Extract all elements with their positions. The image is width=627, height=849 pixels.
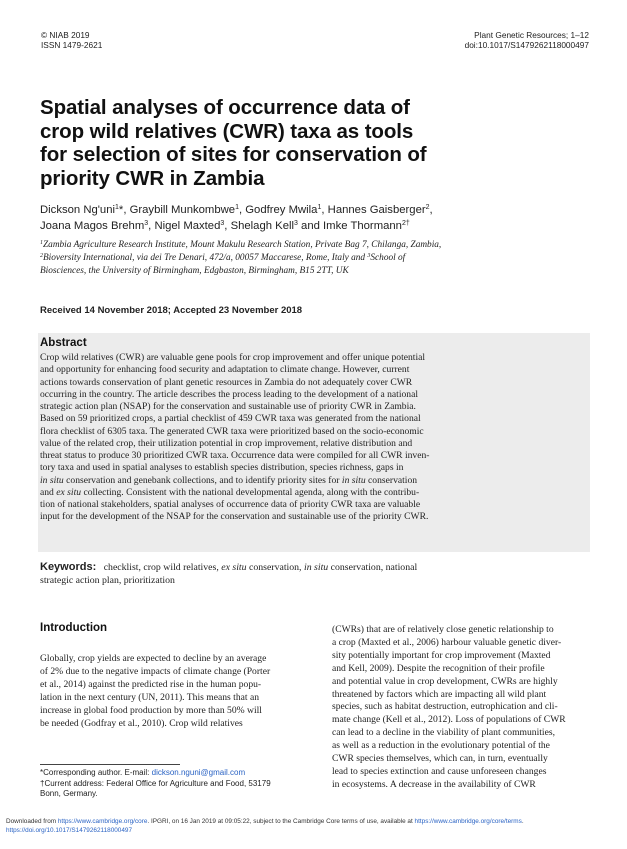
- body-column-left: [40, 653, 310, 730]
- author-and: and: [301, 220, 320, 232]
- affiliation-line: [40, 239, 560, 252]
- affil-sup: 1: [40, 240, 43, 246]
- body-line: sity potentially important for crop improvement (Maxted: [332, 649, 551, 661]
- abstract-line: value of the related crop, their utilization potential in crop improvement, relative distribution and: [40, 437, 413, 449]
- body-line: et al., 2014) against the predicted rise in the human popu-: [40, 678, 262, 690]
- abstract-line: Based on 59 prioritized crops, a partial checklist of 459 CWR taxa was generated from the national: [40, 413, 421, 425]
- keyword-text: conservation, national: [330, 562, 418, 573]
- abstract-line: [40, 487, 592, 499]
- body-line: as well as a reduction in the evolutionary potential of the: [332, 740, 550, 752]
- title-line: for selection of sites for conservation of: [40, 143, 427, 167]
- author: Joana Magos Brehm: [40, 220, 145, 232]
- abstract-em: in situ: [341, 474, 366, 486]
- body-line: can lead to a decline in the viability of plant communities,: [332, 727, 555, 739]
- footnote-text: *Corresponding author. E-mail:: [40, 768, 150, 777]
- author: Imke Thormann: [323, 220, 402, 232]
- author: Shelagh Kell: [230, 220, 294, 232]
- author-line-2: Joana Magos Brehm$^3$, Nigel Maxted$^3$, Shelagh Kell$^3$ and Imke Thormann$^{2\dagger}$: [40, 220, 410, 232]
- keywords: [40, 561, 592, 587]
- introduction-heading: Introduction: [40, 622, 108, 634]
- title-line: Spatial analyses of occurrence data of: [40, 96, 410, 119]
- abstract-line: actions towards conservation of plant genetic resources in Zambia do not adequately cover CWR: [40, 376, 413, 388]
- header-left: [41, 30, 102, 50]
- title-line: crop wild relatives (CWR) taxa as tools: [40, 119, 414, 143]
- abstract-heading: Abstract: [40, 337, 87, 349]
- body-line: in ecosystems. A decrease in the availability of CWR: [332, 778, 536, 790]
- body-line: (CWRs) that are of relatively close genetic relationship to: [332, 624, 554, 635]
- footnote-current: Bonn, Germany.: [40, 789, 98, 799]
- affil-text: School of: [370, 253, 406, 264]
- header-right: [465, 30, 589, 50]
- body-column-right: [332, 624, 602, 792]
- body-line: threatened by factors which are impacting all wild plant: [332, 688, 547, 700]
- author-line-1: Dickson Ng'uni$^1$*, Graybill Munkombwe$^1$, Godfrey Mwila$^1$, Hannes Gaisberger$^2$,: [40, 204, 433, 216]
- affil-text: Zambia Agriculture Research Institute, Mount Makulu Research Station, Private Bag 7, Chilanga, Zambia,: [43, 240, 442, 250]
- received-dates: Received 14 November 2018; Accepted 23 November 2018: [40, 305, 303, 316]
- abstract-span: conservation: [368, 474, 418, 486]
- copyright: © NIAB 2019: [41, 30, 90, 40]
- author-email-link[interactable]: dickson.nguni@gmail.com: [151, 768, 246, 777]
- author-sup: 1: [317, 204, 322, 211]
- author: Godfrey Mwila: [245, 204, 318, 216]
- abstract-line: threat status to produce 30 prioritized CWR taxa. Occurrence data were compiled for all CWR inven-: [40, 450, 430, 461]
- abstract-line: occurring in the country. The article describes the process leading to the development of a national: [40, 388, 419, 400]
- affiliation-line: Biosciences, the University of Birmingham, Edgbaston, Birmingham, B15 2TT, UK: [40, 266, 349, 277]
- download-footer: [6, 817, 621, 835]
- body-line: increase in global food production by more than 50% will: [40, 704, 262, 716]
- footnote-corresponding: [40, 768, 310, 779]
- affil-sup: 3: [367, 253, 371, 260]
- author-sup: 3: [294, 220, 298, 227]
- body-line: Globally, crop yields are expected to decline by an average: [40, 653, 267, 664]
- author-sup: 2: [425, 204, 430, 211]
- abstract-line: [40, 475, 592, 487]
- abstract-em: in situ: [40, 474, 64, 486]
- keyword-em: ex situ: [221, 562, 247, 573]
- body-line: a crop (Maxted et al., 2006) harbour valuable genetic diver-: [332, 636, 562, 648]
- author: Dickson Ng'uni: [40, 204, 115, 216]
- abstract-text: [40, 352, 592, 524]
- issn: ISSN 1479-2621: [41, 40, 103, 50]
- cambridge-core-link[interactable]: https://www.cambridge.org/core: [57, 818, 148, 825]
- abstract-span: and: [40, 486, 54, 498]
- abstract-span: conservation and genebank collections, and to identify priority sites for: [66, 474, 340, 486]
- body-line: and potential value in crop development, CWRs are highly: [332, 675, 558, 687]
- abstract-line: flora checklist of 6305 taxa. The generated CWR taxa were prioritized based on the socio-economic: [40, 425, 424, 437]
- body-line: mate change (Kell et al., 2012). Loss of populations of CWR: [332, 714, 566, 726]
- doi-link[interactable]: https://doi.org/10.1017/S1479262118000497: [6, 827, 133, 834]
- author-sup: 1: [235, 204, 239, 211]
- body-line: and Kell, 2009). Despite the recognition of their profile: [332, 662, 545, 674]
- paper-title: [40, 96, 510, 190]
- author-sup: 3: [144, 220, 149, 227]
- body-line: species, such as habitat destruction, eutrophication and cli-: [332, 701, 558, 713]
- abstract-line: and opportunity for enhancing food security and adaptation to climate change. However, current: [40, 364, 410, 376]
- affil-sup: 2: [40, 253, 43, 260]
- footer-line: Downloaded from https://www.cambridge.org/core. IPGRI, on 16 Jan 2019 at 09:05:22, subject to the Cambridge Core terms of use, available at https://www.cambridge.org/core/terms.: [6, 818, 524, 825]
- author: Hannes Gaisberger: [327, 204, 426, 216]
- author-sup: 1: [115, 204, 119, 211]
- keyword-text: conservation,: [249, 562, 302, 573]
- keyword-text: checklist, crop wild relatives,: [103, 562, 219, 573]
- abstract-line: input for the development of the NSAP for the conservation and sustainable use of the priority CWR.: [40, 511, 429, 523]
- footnotes: [40, 768, 310, 800]
- affiliation-line: [40, 252, 560, 265]
- title-line: priority CWR in Zambia: [40, 166, 265, 190]
- abstract-line: tion of national stakeholders, spatial analyses of occurrence data of priority CWR taxa are valuable: [40, 499, 421, 510]
- footer-line: [6, 826, 621, 835]
- abstract-span: collecting. Consistent with the national developmental agenda, along with the contribu-: [83, 486, 420, 498]
- body-line: of 2% due to the negative impacts of climate change (Porter: [40, 665, 271, 677]
- author: Graybill Munkombwe: [129, 204, 236, 216]
- terms-link[interactable]: https://www.cambridge.org/core/terms: [414, 818, 522, 825]
- keywords-line: strategic action plan, prioritization: [40, 575, 175, 586]
- abstract-line: tory taxa and used in spatial analyses to establish species distribution, species richness, gaps in: [40, 462, 404, 474]
- author: Nigel Maxted: [154, 220, 221, 232]
- keywords-line: [40, 561, 592, 574]
- footnote-current: †Current address: Federal Office for Agriculture and Food, 53179: [40, 778, 271, 788]
- author-sup: 2†: [401, 220, 410, 227]
- abstract-line: strategic action plan (NSAP) for the conservation and sustainable use of priority CWR in Zambia.: [40, 401, 416, 412]
- footnote-rule: [40, 764, 180, 765]
- abstract-em: ex situ: [56, 486, 82, 498]
- body-line: lation in the next century (UN, 2011). This means that an: [40, 691, 260, 703]
- footer-text: Downloaded from: [6, 818, 57, 825]
- affil-text: Bioversity International, via dei Tre Denari, 472/a, 00057 Maccarese, Rome, Italy and: [43, 253, 366, 264]
- abstract-line: Crop wild relatives (CWR) are valuable gene pools for crop improvement and offer unique potential: [40, 352, 426, 363]
- affiliations: [40, 239, 560, 279]
- keywords-label: Keywords:: [40, 561, 97, 573]
- keyword-em: in situ: [303, 562, 329, 573]
- doi: doi:10.1017/S1479262118000497: [464, 40, 589, 50]
- body-line: lead to species extinction and cause unforeseen changes: [332, 765, 547, 777]
- author-list: [40, 202, 510, 234]
- footer-text: . IPGRI, on 16 Jan 2019 at 09:05:22, subject to the Cambridge Core terms of use, available at: [147, 818, 413, 825]
- author-mark: *: [118, 204, 124, 216]
- body-line: CWR species themselves, which can, in turn, eventually: [332, 753, 548, 765]
- journal-name: Plant Genetic Resources; 1–12: [474, 30, 589, 40]
- body-line: be needed (Godfray et al., 2010). Crop wild relatives: [40, 717, 243, 729]
- author-sup: 3: [220, 220, 225, 227]
